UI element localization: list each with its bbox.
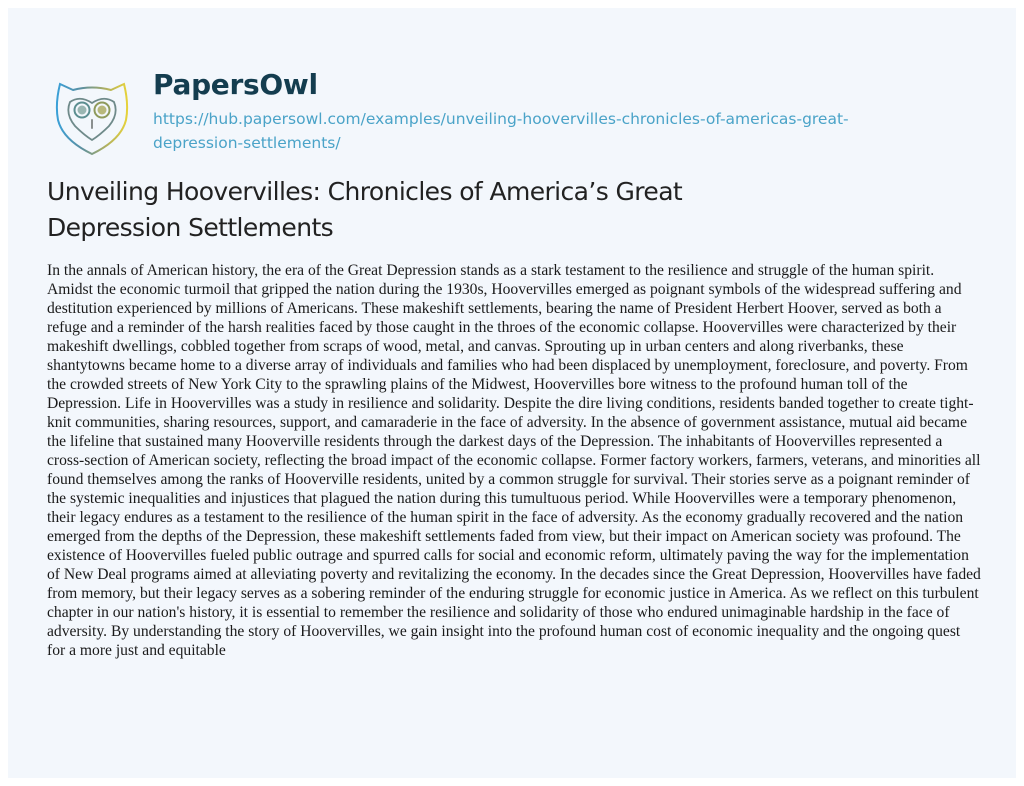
brand-name: PapersOwl	[153, 68, 318, 101]
document-body: In the annals of American history, the era of the Great Depression stands as a stark testament to the resilience and struggle of the human spirit. Amidst the economic turmoil that gripped the nation during the 1930s, Hoovervilles emerged as poignant symbols of the widespread suffering and destitution experienced by millions of Americans. These makeshift settlements, bearing the name of President Herbert Hoover, served as both a refuge and a reminder of the harsh realities faced by those caught in the throes of the economic collapse. Hoovervilles were characterized by their makeshift dwellings, cobbled together from scraps of wood, metal, and canvas. Sprouting up in urban centers and along riverbanks, these shantytowns became home to a diverse array of individuals and families who had been displaced by unemployment, foreclosure, and poverty. From the crowded streets of New York City to the sprawling plains of the Midwest, Hoovervilles bore witness to the profound human toll of the Depression. Life in Hoovervilles was a study in resilience and solidarity. Despite the dire living conditions, residents banded together to create tight-knit communities, sharing resources, support, and camaraderie in the face of adversity. In the absence of government assistance, mutual aid became the lifeline that sustained many Hooverville residents through the darkest days of the Depression. The inhabitants of Hoovervilles represented a cross-section of American society, reflecting the broad impact of the economic collapse. Former factory workers, farmers, veterans, and minorities all found themselves among the ranks of Hooverville residents, united by a common struggle for survival. Their stories serve as a poignant reminder of the systemic inequalities and injustices that plagued the nation during this tumultuous period. While Hoovervilles were a temporary phenomenon, their legacy endures as a testament to the resilience of the human spirit in the face of adversity. As the economy gradually recovered and the nation emerged from the depths of the Depression, these makeshift settlements faded from view, but their impact on American society was profound. The existence of Hoovervilles fueled public outrage and spurred calls for social and economic reform, ultimately paving the way for the implementation of New Deal programs aimed at alleviating poverty and revitalizing the economy. In the decades since the Great Depression, Hoovervilles have faded from memory, but their legacy serves as a sobering reminder of the enduring struggle for economic justice in America. As we reflect on this turbulent chapter in our nation's history, it is essential to remember the resilience and solidarity of those who endured unimaginable hardship in the face of adversity. By understanding the story of Hoovervilles, we gain insight into the profound human cost of economic inequality and the ongoing quest for a more just and equitable	[47, 262, 981, 659]
document-title: Unveiling Hoovervilles: Chronicles of America’s Great Depression Settlements	[47, 177, 683, 242]
source-url-link[interactable]: https://hub.papersowl.com/examples/unveiling-hoovervilles-chronicles-of-americas-great-depression-settlements/	[153, 110, 849, 152]
owl-logo-icon	[47, 70, 137, 160]
